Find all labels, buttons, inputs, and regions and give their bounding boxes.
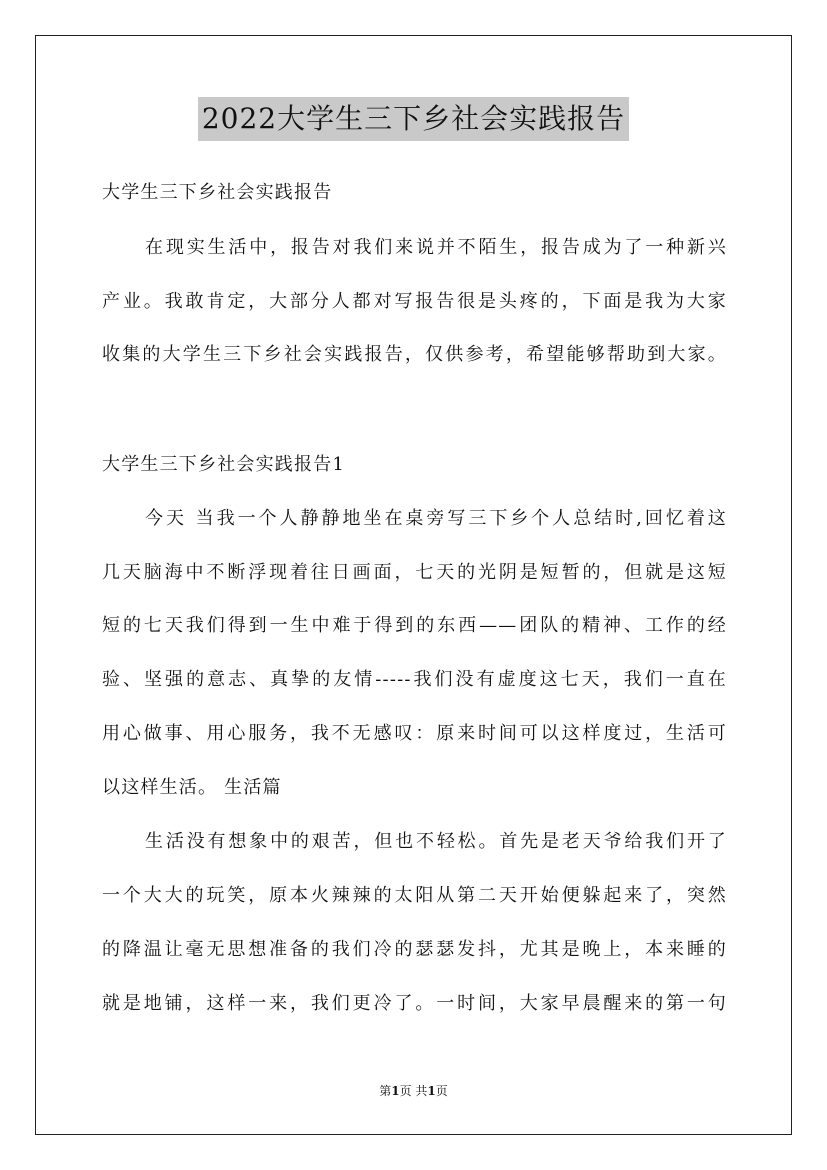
footer-prefix: 第: [379, 1084, 392, 1098]
intro-line: 在现实生活中，报告对我们来说并不陌生，报告成为了一种新兴: [145, 237, 727, 258]
footer-suffix: 页: [435, 1084, 448, 1098]
paragraph-line: 几天脑海中不断浮现着往日画面，七天的光阴是短暂的，但就是这短: [102, 562, 727, 583]
paragraph-line: 今天 当我一个人静静地坐在桌旁写三下乡个人总结时,回忆着这: [145, 508, 727, 529]
intro-line: 产业。我敢肯定，大部分人都对写报告很是头疼的，下面是我为大家: [102, 291, 727, 312]
paragraph-line: 短的七天我们得到一生中难于得到的东西——团队的精神、工作的经: [102, 615, 727, 636]
footer-total-pages: 1: [427, 1084, 436, 1098]
footer-page-number: 1: [391, 1084, 400, 1098]
document-title: 2022大学生三下乡社会实践报告: [198, 97, 629, 141]
title-wrapper: [0, 97, 827, 141]
section-heading: 大学生三下乡社会实践报告1: [102, 454, 346, 475]
page-footer: [0, 1083, 827, 1099]
paragraph-line: 以这样生活。 生活篇: [102, 777, 282, 798]
paragraph-line: 的降温让毫无思想准备的我们冷的瑟瑟发抖，尤其是晚上，本来睡的: [102, 939, 727, 960]
paragraph-line: 就是地铺，这样一来，我们更冷了。一时间，大家早晨醒来的第一句: [102, 993, 727, 1014]
paragraph-line: 验、坚强的意志、真挚的友情-----我们没有虚度这七天，我们一直在: [102, 669, 727, 690]
paragraph-line: 生活没有想象中的艰苦，但也不轻松。首先是老天爷给我们开了: [145, 831, 727, 852]
paragraph-line: 用心做事、用心服务，我不无感叹：原来时间可以这样度过，生活可: [102, 723, 727, 744]
subtitle: 大学生三下乡社会实践报告: [102, 182, 333, 203]
footer-middle: 页 共: [399, 1084, 428, 1098]
paragraph-line: 一个大大的玩笑，原本火辣辣的太阳从第二天开始便躲起来了，突然: [102, 885, 727, 906]
intro-line: 收集的大学生三下乡社会实践报告，仅供参考，希望能够帮助到大家。: [102, 344, 727, 365]
